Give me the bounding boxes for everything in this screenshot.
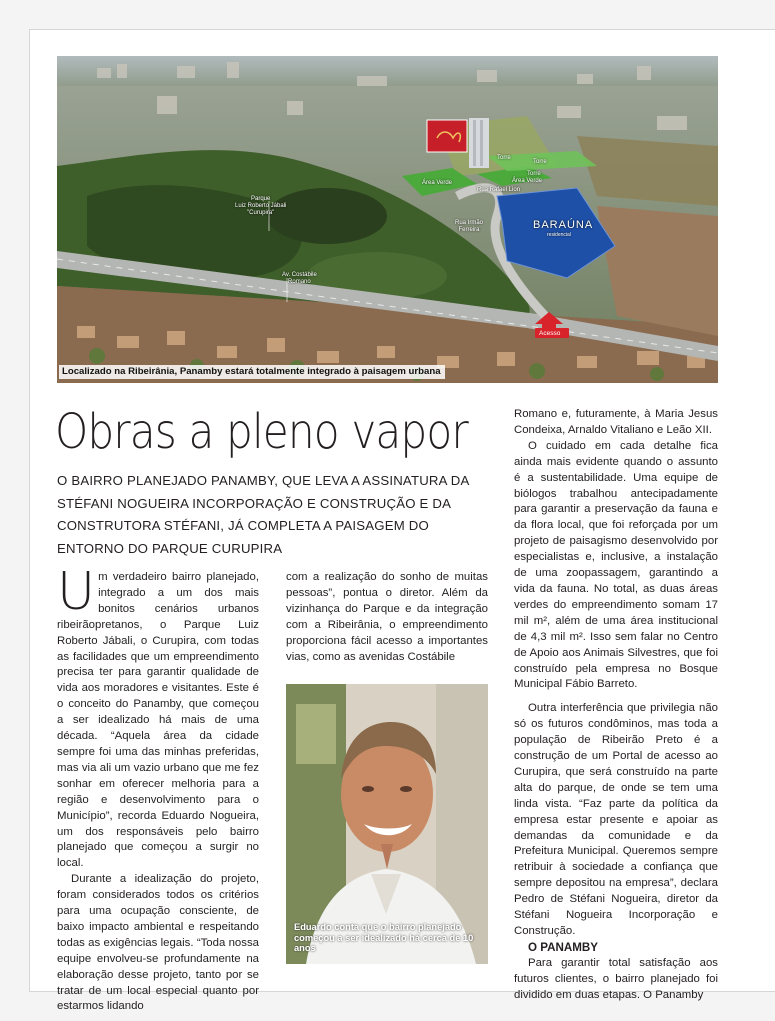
- green-area-label-1: Área Verde: [422, 180, 453, 186]
- paragraph: m verdadeiro bairro planejado, integrado a um dos mais bonitos cenários urbanos ribeirãopretanos, o Parque Luiz Roberto Jábali, o Curupira, com todas as facilidades que um empreendimento precisa ter para garantir qualidade de vida aos moradores e visitantes. Este é o conceito do Panamby, que começou a ser idealizado há mais de uma década. “Aquela área da cidade sempre foi uma das minhas preferidas, mas via ali um vazio urbano que me fez sonhar em oferecer melhoria para a região e desenvolvimento para o Município”, recorda Eduardo Nogueira, um dos responsáveis pelo bairro planejado que começou a surgir no local.: [57, 571, 259, 870]
- paragraph: O cuidado em cada detalhe fica ainda mais evidente quando o assunto é a sustentabilidade. Uma equipe de biólogos trabalhou antecipadamente para garantir a preservação da fauna e da flora local, que foi reforçada por um projeto de paisagismo desenvolvido por especialistas e, inclusive, a instalação de uma zoopassagem, garantindo a vida da fauna. No total, as duas áreas verdes do empreendimento somam 17 mil m², além de uma área institucional de 4,3 mil m². Isso sem falar no Centro de Apoio aos Animais Silvestres, que foi construído pela empresa no Bosque Municipal Fábio Barreto.: [514, 439, 718, 691]
- park-label: Parque Luiz Roberto Jábali "Curupira": [235, 196, 287, 216]
- article-headline: Obras a pleno vapor: [55, 404, 468, 460]
- article-lead: O BAIRRO PLANEJADO PANAMBY, QUE LEVA A ASSINATURA DA STÉFANI NOGUEIRA INCORPORAÇÃO E CONSTRUÇÃO E DA CONSTRUTORA STÉFANI, JÁ COMPLETA A PAISAGEM DO ENTORNO DO PARQUE CURUPIRA: [57, 473, 469, 556]
- portrait-caption: Eduardo conta que o bairro planejado começou a ser idealizado há cerca de 10 anos: [294, 922, 474, 953]
- tower-label-3: Torre: [527, 171, 541, 177]
- street-label: Rua Irmão Ferreira: [455, 220, 484, 233]
- access-label: Acesso: [539, 330, 561, 337]
- brand-label: BARAÚNA: [533, 219, 594, 231]
- article-column-2: [286, 570, 488, 665]
- photo-caption: Localizado na Ribeirânia, Panamby estará totalmente integrado à paisagem urbana: [59, 365, 445, 379]
- drop-cap: U: [57, 562, 96, 622]
- tower-label-2: Torre: [533, 159, 547, 165]
- paragraph: Durante a idealização do projeto, foram considerados todos os critérios para uma ocupação consciente, de baixo impacto ambiental e respeitando todas as exigências legais. “Toda nossa equipe envolveu-se profundamente na elaboração desse projeto, tanto por se tratar de um local especial quanto por estarmos lidando: [57, 873, 259, 1013]
- paragraph: Para garantir total satisfação aos futuros clientes, o bairro planejado foi dividido em duas etapas. O Panamby: [514, 956, 718, 1001]
- brand-sub-label: residencial: [547, 232, 571, 238]
- aerial-photo: [57, 56, 718, 383]
- avenue-label: Av. Costábile Romano: [282, 272, 317, 285]
- article-column-3: [514, 407, 718, 1004]
- aerial-photo-illustration: [57, 56, 718, 383]
- paragraph: Romano e, futuramente, à Maria Jesus Condeixa, Arnaldo Vitaliano e Leão XII.: [514, 408, 718, 436]
- street2-label: Rua Rafael Lion: [477, 187, 521, 193]
- paragraph: Outra interferência que privilegia não só os futuros condôminos, mas toda a população de Ribeirão Preto é a construção de um Portal de acesso ao Curupira, que será construído na parte alta do parque, de onde se tem uma linda vista. “Faz parte da política da empresa estar presente e apoiar as demandas da comunidade e da Prefeitura Municipal. Queremos sempre retribuir à sociedade a confiança que sempre depositou na empresa”, declara Pedro de Stéfani Nogueira, diretor da Stéfani Nogueira Incorporação e Construção.: [514, 702, 718, 937]
- tower-label-1: Torre: [497, 155, 511, 161]
- article-column-1: [57, 562, 259, 1015]
- section-subhead: O PANAMBY: [528, 940, 598, 954]
- paragraph: com a realização do sonho de muitas pessoas”, pontua o diretor. Além da vizinhança do Parque e da integração com a Ribeirânia, o empreendimento proporciona fácil acesso a importantes vias, como as avenidas Costábile: [286, 571, 488, 663]
- green-area-label-2: Área Verde: [512, 178, 543, 184]
